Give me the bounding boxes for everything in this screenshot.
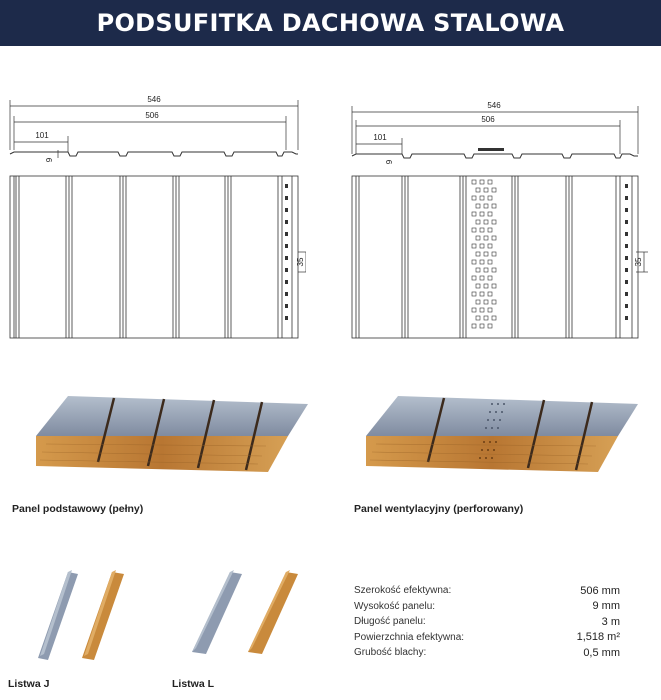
dim-vent-spacing-right: 35 <box>634 257 643 267</box>
header-bar <box>0 0 661 46</box>
spec-value: 1,518 m² <box>576 631 620 644</box>
vent-panel-drawing <box>348 92 648 344</box>
basic-panel-caption: Panel podstawowy (pełny) <box>12 503 144 515</box>
spec-label: Wysokość panelu: <box>354 600 436 612</box>
page-title: PODSUFITKA DACHOWA STALOWA <box>96 9 565 37</box>
spec-row <box>354 583 620 599</box>
vent-panel-caption: Panel wentylacyjny (perforowany) <box>354 503 524 515</box>
spec-label: Szerokość efektywna: <box>354 585 452 597</box>
spec-row <box>354 630 620 646</box>
spec-label: Powierzchnia efektywna: <box>354 631 465 643</box>
basic-panel-drawing <box>6 92 306 344</box>
spec-label: Długość panelu: <box>354 616 426 628</box>
spec-value: 3 m <box>601 615 620 628</box>
dim-total-width-vent: 546 <box>487 101 501 110</box>
dim-vent-spacing-left: 35 <box>296 257 305 267</box>
dim-height-vent: 9 <box>385 159 394 165</box>
dim-effective-width-vent: 506 <box>481 115 495 124</box>
spec-value: 506 mm <box>580 584 620 597</box>
dim-effective-width: 506 <box>145 111 159 120</box>
spec-label: Grubość blachy: <box>354 647 427 659</box>
dim-total-width: 546 <box>147 95 161 104</box>
vent-panel-render <box>366 392 638 477</box>
spec-table <box>354 583 620 661</box>
l-trim-label: Listwa L <box>172 678 215 690</box>
j-trim-images <box>32 568 132 669</box>
dim-height: 9 <box>45 157 54 163</box>
spec-value: 9 mm <box>592 600 620 613</box>
spec-row <box>354 645 620 661</box>
spec-value: 0,5 mm <box>583 646 620 659</box>
spec-row <box>354 614 620 630</box>
j-trim-label: Listwa J <box>8 678 50 690</box>
dim-module-width-vent: 101 <box>373 133 387 142</box>
dim-module-width: 101 <box>35 131 49 140</box>
spec-row <box>354 599 620 615</box>
l-trim-images <box>180 568 310 669</box>
basic-panel-render <box>36 392 308 477</box>
